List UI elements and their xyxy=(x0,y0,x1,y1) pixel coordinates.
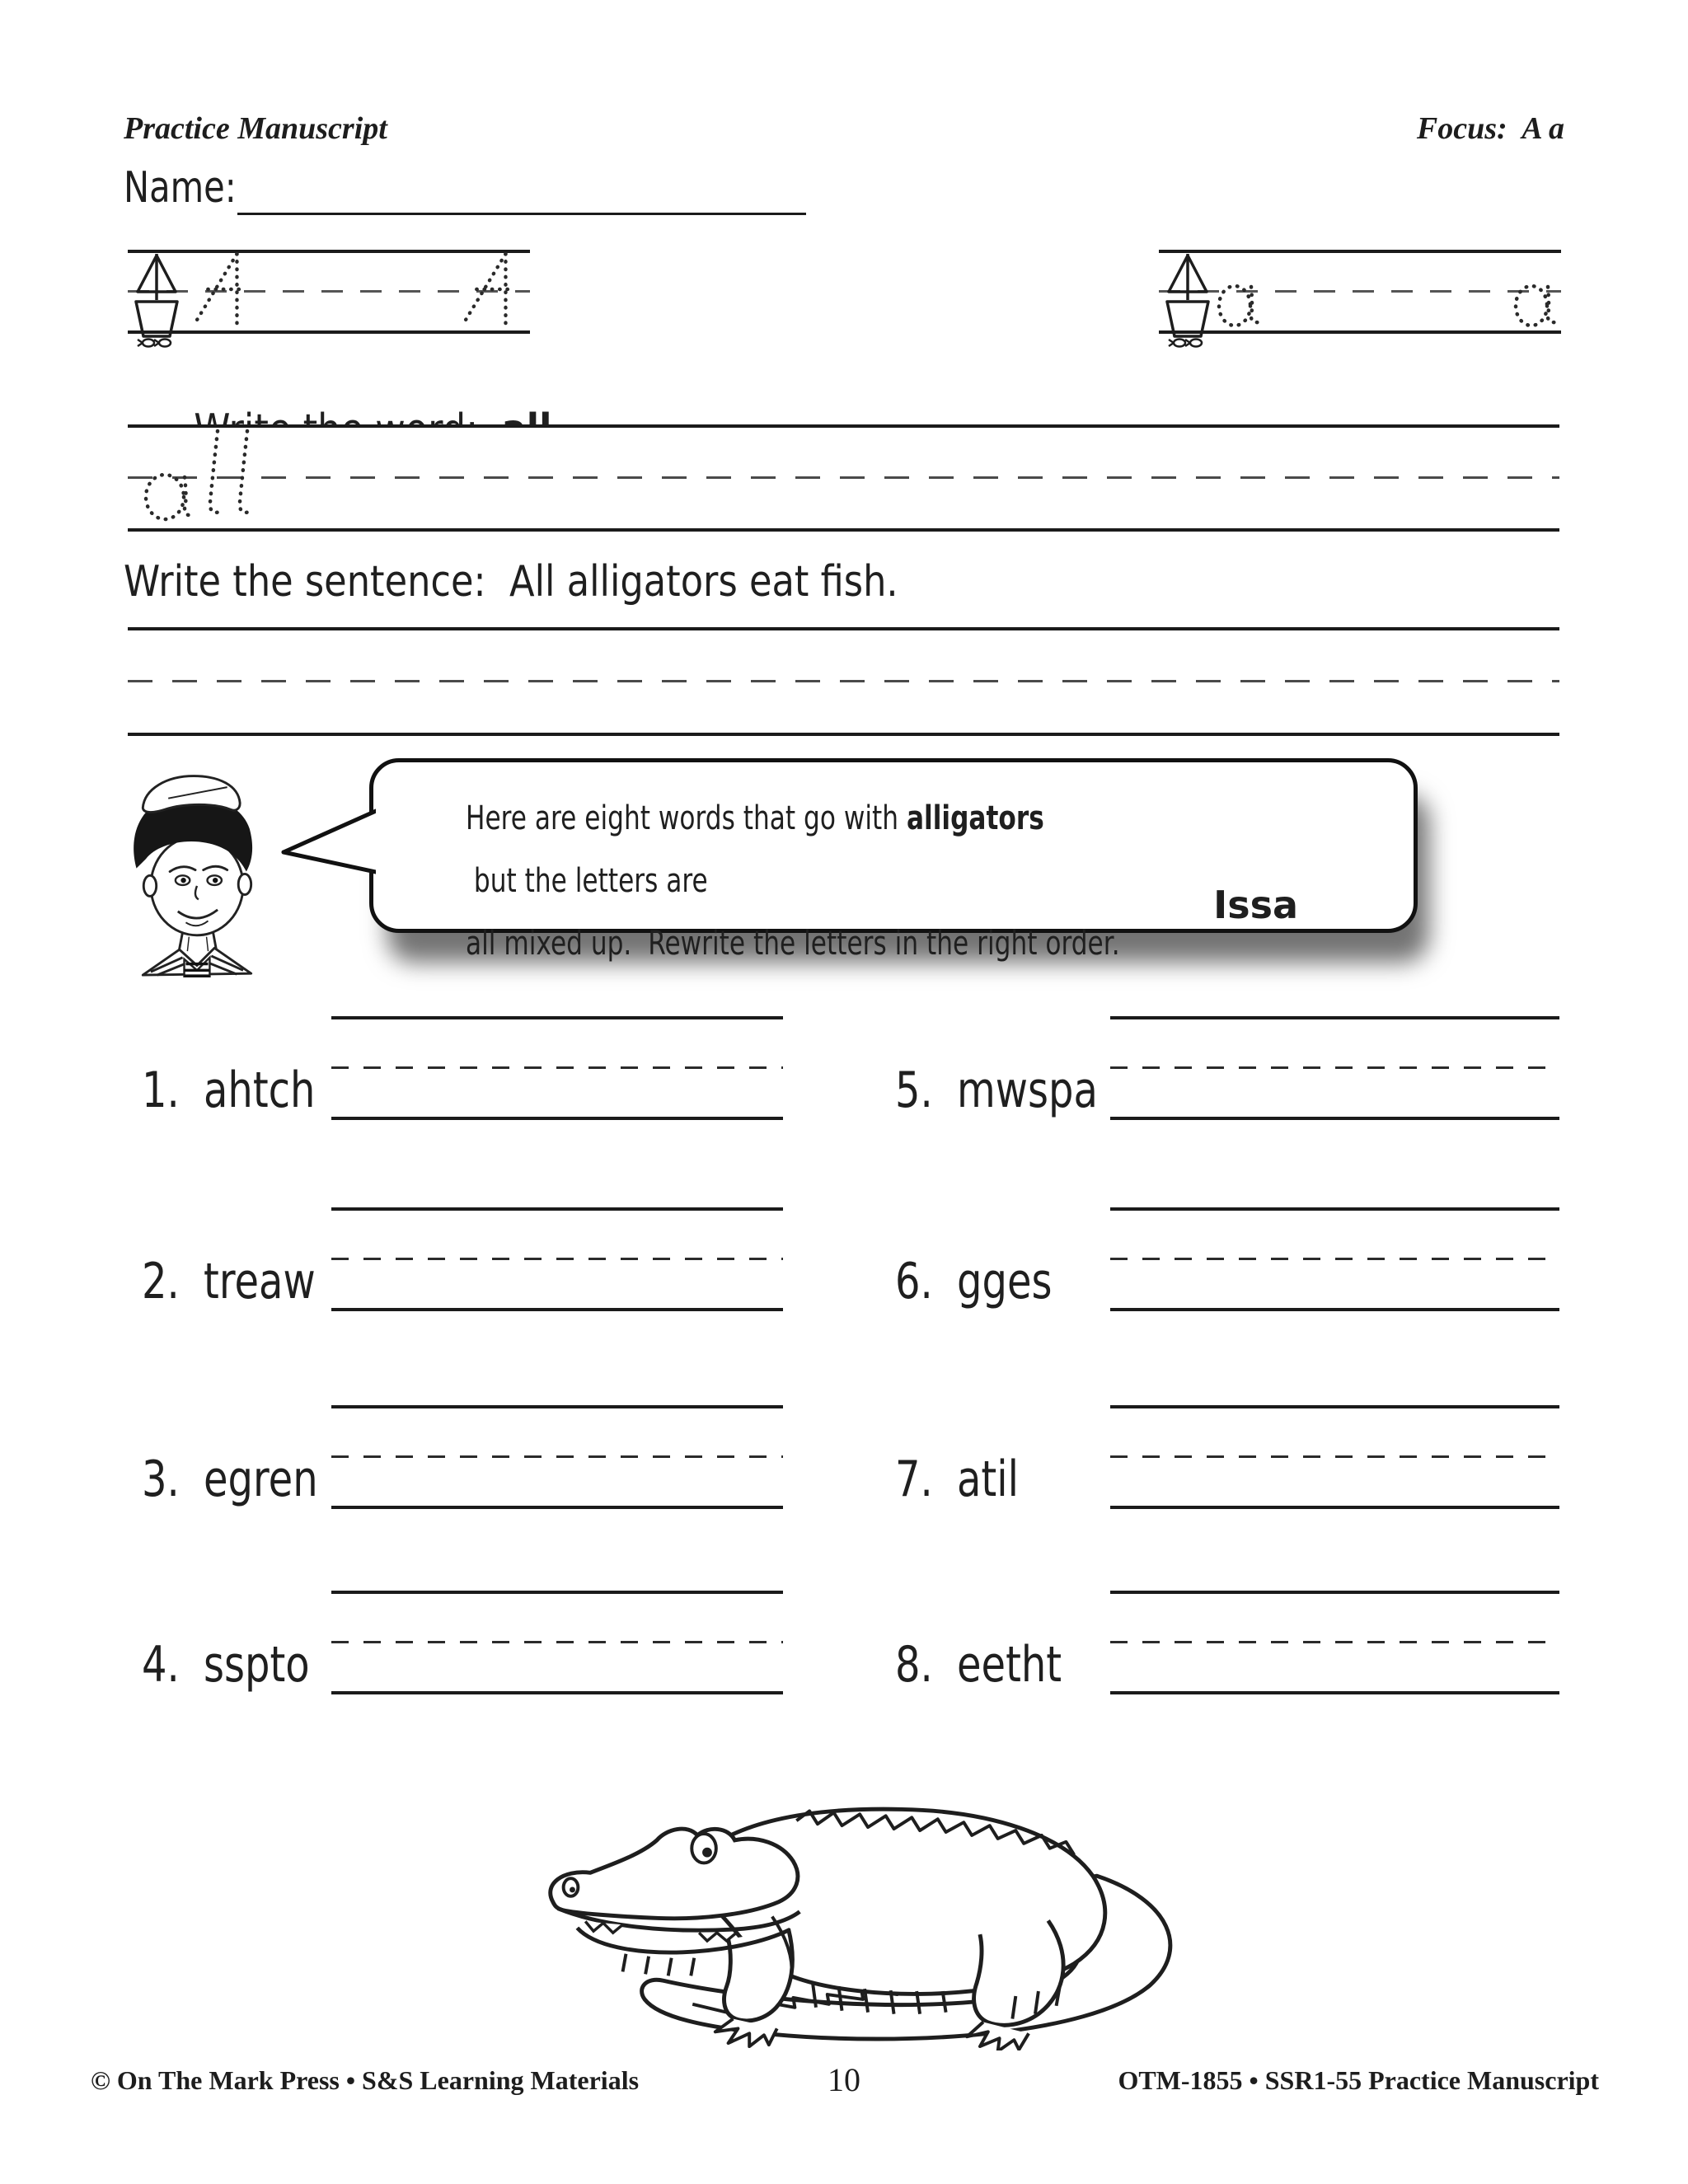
alligator-illustration xyxy=(528,1779,1212,2050)
bubble-line-2: all mixed up. Rewrite the letters in the right order. xyxy=(466,925,1120,963)
answer-guide-8[interactable] xyxy=(1110,1591,1559,1694)
name-input-line[interactable] xyxy=(237,213,806,215)
answer-guide-5[interactable] xyxy=(1110,1016,1559,1120)
sailboat-fish-icon xyxy=(131,251,182,348)
scramble-item-2: 2. treaw xyxy=(142,1253,316,1310)
sailboat-fish-icon xyxy=(1162,251,1213,348)
answer-guide-7[interactable] xyxy=(1110,1405,1559,1509)
sentence-writing-guide[interactable] xyxy=(128,627,1559,736)
scramble-item-5: 5. mwspa xyxy=(895,1062,1099,1119)
sailor-boy-illustration xyxy=(120,766,272,977)
scramble-item-6: 6. gges xyxy=(895,1253,1053,1310)
speech-bubble xyxy=(369,758,1418,963)
name-label: Name: xyxy=(124,163,237,213)
focus-label: Focus: A a xyxy=(1416,111,1564,146)
answer-guide-3[interactable] xyxy=(331,1405,783,1509)
answer-guide-4[interactable] xyxy=(331,1591,783,1694)
bubble-bold-word: alligators xyxy=(906,799,1044,837)
word-writing-guide[interactable] xyxy=(128,424,1559,532)
footer-product-code: OTM-1855 • SSR1-55 Practice Manuscript xyxy=(1118,2065,1599,2095)
trace-letter-a xyxy=(1215,284,1266,328)
page-number: 10 xyxy=(828,2061,860,2098)
page-title: Practice Manuscript xyxy=(124,111,387,146)
answer-guide-2[interactable] xyxy=(331,1207,783,1311)
trace-letter-A xyxy=(186,252,249,326)
trace-letter-A xyxy=(455,252,518,326)
sentence-prompt: Write the sentence: All alligators eat fish. xyxy=(124,557,898,607)
speaker-name: Issa xyxy=(1213,883,1298,927)
answer-guide-1[interactable] xyxy=(331,1016,783,1120)
scramble-item-3: 3. egren xyxy=(142,1451,318,1508)
scramble-item-7: 7. atil xyxy=(895,1451,1020,1508)
scramble-item-1: 1. ahtch xyxy=(142,1062,316,1119)
scramble-item-8: 8. eetht xyxy=(895,1636,1062,1694)
answer-guide-6[interactable] xyxy=(1110,1207,1559,1311)
speech-bubble-tail xyxy=(279,806,376,877)
footer-copyright: © On The Mark Press • S&S Learning Materials xyxy=(91,2065,640,2095)
scramble-item-4: 4. sspto xyxy=(142,1636,310,1694)
bubble-line-1: Here are eight words that go with alligators but the letters are xyxy=(466,799,1044,900)
trace-letter-a xyxy=(1512,284,1563,328)
trace-word-all xyxy=(140,428,288,522)
